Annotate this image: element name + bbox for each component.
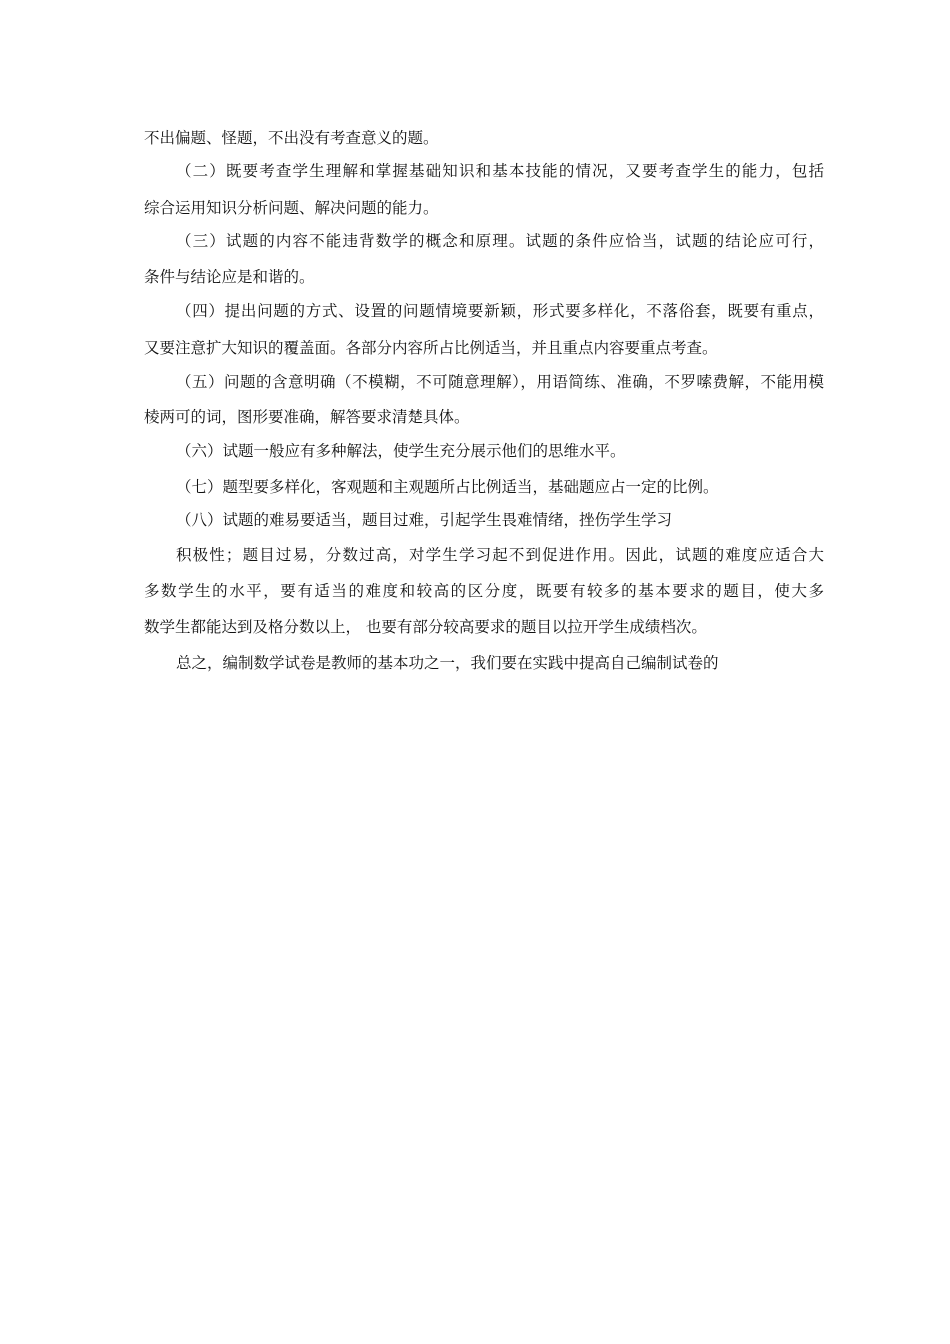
text-line-16: 总之，编制数学试卷是教师的基本功之一，我们要在实践中提高自己编制试卷的 (176, 654, 719, 672)
text-line-2: （二）既要考查学生理解和掌握基础知识和基本技能的情况，又要考查学生的能力，包括 (176, 162, 824, 180)
text-line-14: 多数学生的水平，要有适当的难度和较高的区分度，既要有较多的基本要求的题目，使大多 (144, 582, 824, 600)
text-line-7: 又要注意扩大知识的覆盖面。各部分内容所占比例适当，并且重点内容要重点考查。 (144, 339, 718, 357)
text-line-6: （四）提出问题的方式、设置的问题情境要新颖，形式要多样化，不落俗套，既要有重点， (176, 302, 824, 320)
text-line-12: （八）试题的难易要适当，题目过难，引起学生畏难情绪，挫伤学生学习 (176, 511, 673, 529)
text-line-15: 数学生都能达到及格分数以上， 也要有部分较高要求的题目以拉开学生成绩档次。 (144, 618, 707, 636)
text-line-8: （五）问题的含意明确（不模糊，不可随意理解），用语简练、准确，不罗嗦费解，不能用模 (176, 373, 824, 391)
text-line-1: 不出偏题、怪题，不出没有考查意义的题。 (144, 129, 439, 147)
text-line-3: 综合运用知识分析问题、解决问题的能力。 (144, 199, 439, 217)
text-line-13: 积极性；题目过易，分数过高，对学生学习起不到促进作用。因此，试题的难度应适合大 (176, 546, 824, 564)
text-line-4: （三）试题的内容不能违背数学的概念和原理。试题的条件应恰当，试题的结论应可行， (176, 232, 824, 250)
text-line-10: （六）试题一般应有多种解法，使学生充分展示他们的思维水平。 (176, 442, 626, 460)
text-line-11: （七）题型要多样化，客观题和主观题所占比例适当，基础题应占一定的比例。 (176, 478, 719, 496)
text-line-5: 条件与结论应是和谐的。 (144, 268, 315, 286)
text-line-9: 棱两可的词，图形要准确，解答要求清楚具体。 (144, 408, 470, 426)
